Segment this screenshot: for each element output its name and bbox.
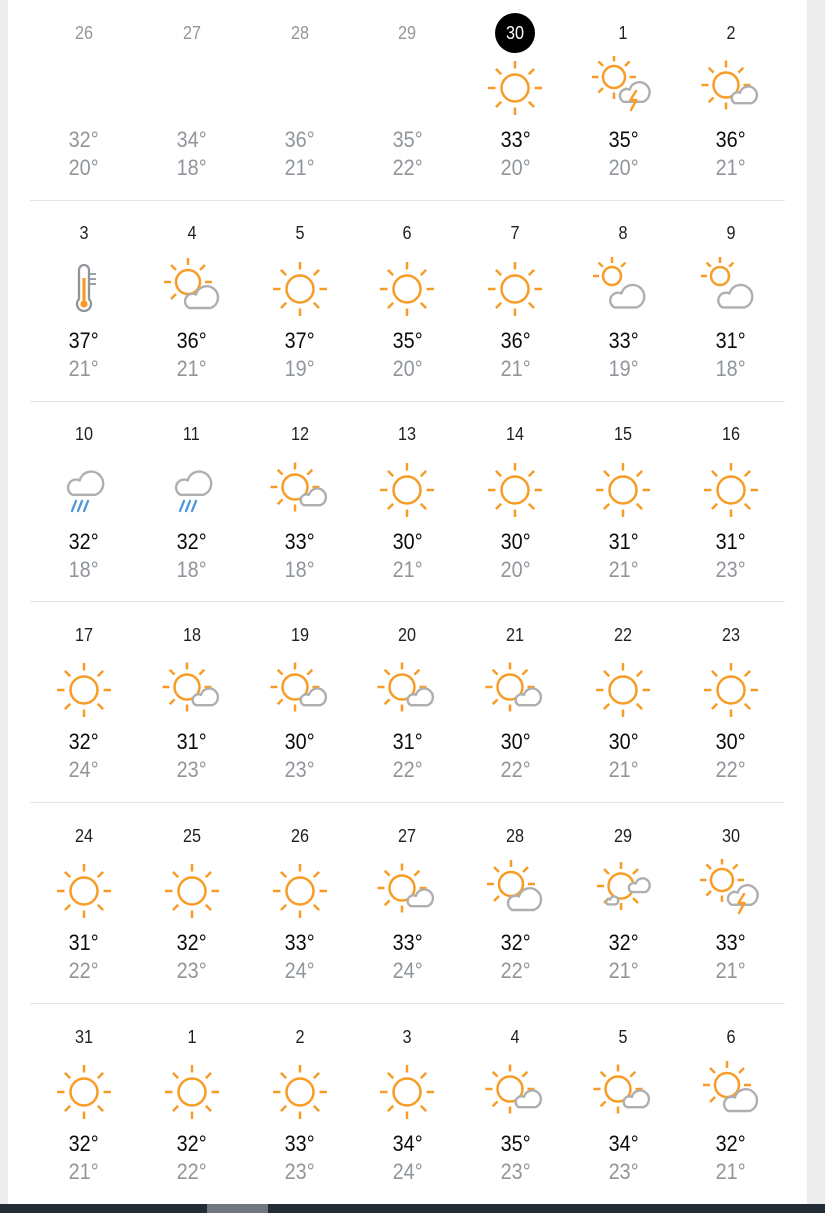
partly-sunny-icon bbox=[699, 1060, 763, 1124]
low-temp: 22° bbox=[68, 958, 99, 984]
calendar-week-row bbox=[30, 601, 785, 802]
high-temp: 33° bbox=[500, 127, 531, 152]
high-temp: 31° bbox=[716, 327, 747, 353]
calendar-day-cell[interactable] bbox=[138, 402, 246, 602]
calendar-day-cell[interactable] bbox=[569, 402, 677, 602]
low-temp: 24° bbox=[392, 1159, 423, 1185]
calendar-day-cell[interactable] bbox=[569, 0, 677, 200]
calendar-day-cell[interactable] bbox=[138, 1004, 246, 1204]
sunny-icon bbox=[483, 56, 547, 120]
high-temp: 34° bbox=[608, 1131, 639, 1157]
day-number: 24 bbox=[74, 825, 93, 846]
day-number: 1 bbox=[187, 1026, 197, 1047]
calendar-week-row bbox=[30, 200, 785, 401]
calendar-day-cell[interactable] bbox=[138, 602, 246, 802]
high-temp: 35° bbox=[392, 127, 423, 152]
mostly-sunny-icon bbox=[160, 658, 224, 722]
calendar-week-row bbox=[30, 0, 785, 200]
sunny-icon bbox=[375, 458, 439, 522]
low-temp: 18° bbox=[68, 556, 99, 582]
day-number: 7 bbox=[510, 223, 520, 244]
calendar-day-cell[interactable] bbox=[354, 201, 462, 401]
low-temp: 23° bbox=[176, 958, 207, 984]
high-temp: 33° bbox=[284, 930, 315, 956]
day-number: 27 bbox=[182, 22, 201, 43]
high-temp: 31° bbox=[68, 930, 99, 956]
day-number: 8 bbox=[618, 223, 628, 244]
day-number: 29 bbox=[614, 825, 633, 846]
day-number: 18 bbox=[182, 624, 201, 645]
day-number: 4 bbox=[187, 223, 197, 244]
low-temp: 24° bbox=[392, 958, 423, 984]
calendar-day-cell[interactable] bbox=[246, 402, 354, 602]
day-number: 27 bbox=[398, 825, 417, 846]
mostly-sunny-icon bbox=[268, 658, 332, 722]
low-temp: 23° bbox=[284, 757, 315, 783]
day-number: 4 bbox=[510, 1026, 520, 1047]
high-temp: 34° bbox=[392, 1131, 423, 1157]
sunny-icon bbox=[699, 458, 763, 522]
sunny-icon bbox=[483, 257, 547, 321]
high-temp: 34° bbox=[176, 127, 207, 152]
high-temp: 30° bbox=[392, 528, 423, 554]
day-number: 14 bbox=[506, 424, 525, 445]
calendar-day-cell[interactable] bbox=[677, 201, 785, 401]
high-temp: 33° bbox=[284, 528, 315, 554]
day-number: 9 bbox=[726, 223, 736, 244]
sunny-icon bbox=[375, 257, 439, 321]
calendar-day-cell[interactable] bbox=[30, 803, 138, 1003]
calendar-day-cell[interactable] bbox=[569, 201, 677, 401]
high-temp: 32° bbox=[68, 127, 99, 152]
calendar-day-cell[interactable] bbox=[138, 803, 246, 1003]
calendar-day-cell[interactable] bbox=[461, 0, 569, 200]
low-temp: 23° bbox=[176, 757, 207, 783]
day-number: 29 bbox=[398, 22, 417, 43]
sunny-icon bbox=[591, 458, 655, 522]
day-number: 2 bbox=[295, 1026, 305, 1047]
low-temp: 22° bbox=[500, 958, 531, 984]
sunny-icon bbox=[52, 859, 116, 923]
high-temp: 32° bbox=[68, 729, 99, 755]
day-number: 17 bbox=[74, 624, 93, 645]
sunny-icon bbox=[268, 257, 332, 321]
high-temp: 32° bbox=[68, 528, 99, 554]
high-temp: 30° bbox=[500, 729, 531, 755]
calendar-day-cell[interactable] bbox=[30, 402, 138, 602]
mostly-sunny-icon bbox=[375, 859, 439, 923]
calendar-day-cell[interactable] bbox=[461, 201, 569, 401]
low-temp: 18° bbox=[176, 556, 207, 582]
calendar-day-cell[interactable] bbox=[677, 0, 785, 200]
day-number: 2 bbox=[726, 22, 736, 43]
day-number: 15 bbox=[614, 424, 633, 445]
low-temp: 21° bbox=[608, 556, 639, 582]
low-temp: 21° bbox=[500, 355, 531, 381]
high-temp: 31° bbox=[716, 528, 747, 554]
low-temp: 23° bbox=[608, 1159, 639, 1185]
high-temp: 36° bbox=[500, 327, 531, 353]
horizontal-scrollbar[interactable] bbox=[0, 1204, 825, 1213]
sunny-icon bbox=[591, 658, 655, 722]
calendar-day-cell[interactable] bbox=[461, 602, 569, 802]
low-temp: 19° bbox=[608, 355, 639, 381]
high-temp: 32° bbox=[176, 528, 207, 554]
calendar-day-cell[interactable] bbox=[246, 201, 354, 401]
day-number: 3 bbox=[402, 1026, 412, 1047]
mostly-sunny-icon bbox=[699, 56, 763, 120]
low-temp: 23° bbox=[284, 1159, 315, 1185]
high-temp: 36° bbox=[284, 127, 315, 152]
day-number: 28 bbox=[506, 825, 525, 846]
partly-sunny-icon bbox=[483, 859, 547, 923]
day-number: 30 bbox=[495, 13, 535, 53]
day-number: 10 bbox=[74, 424, 93, 445]
sunny-icon bbox=[160, 1060, 224, 1124]
low-temp: 22° bbox=[392, 155, 423, 180]
high-temp: 37° bbox=[68, 327, 99, 353]
calendar-day-cell[interactable] bbox=[30, 0, 138, 200]
calendar-day-cell[interactable] bbox=[354, 803, 462, 1003]
high-temp: 30° bbox=[284, 729, 315, 755]
calendar-week-row bbox=[30, 802, 785, 1003]
mostly-sunny-icon bbox=[268, 458, 332, 522]
low-temp: 20° bbox=[500, 155, 531, 180]
low-temp: 20° bbox=[392, 355, 423, 381]
low-temp: 21° bbox=[716, 1159, 747, 1185]
low-temp: 20° bbox=[68, 155, 99, 180]
calendar-week-row bbox=[30, 1003, 785, 1204]
high-temp: 33° bbox=[608, 327, 639, 353]
day-number: 31 bbox=[74, 1026, 93, 1047]
mostly-sunny-icon bbox=[375, 658, 439, 722]
none-icon bbox=[52, 56, 116, 120]
low-temp: 21° bbox=[176, 355, 207, 381]
high-temp: 31° bbox=[392, 729, 423, 755]
day-number: 26 bbox=[290, 825, 309, 846]
low-temp: 24° bbox=[68, 757, 99, 783]
sunny-icon bbox=[699, 658, 763, 722]
day-number: 30 bbox=[722, 825, 741, 846]
calendar-day-cell[interactable] bbox=[569, 803, 677, 1003]
high-temp: 32° bbox=[176, 1131, 207, 1157]
low-temp: 18° bbox=[284, 556, 315, 582]
calendar-day-cell[interactable] bbox=[677, 602, 785, 802]
day-number: 3 bbox=[79, 223, 89, 244]
day-number: 1 bbox=[618, 22, 628, 43]
day-number: 28 bbox=[290, 22, 309, 43]
high-temp: 30° bbox=[500, 528, 531, 554]
calendar-day-cell[interactable] bbox=[677, 402, 785, 602]
low-temp: 21° bbox=[284, 155, 315, 180]
calendar-day-cell[interactable] bbox=[461, 803, 569, 1003]
day-number: 23 bbox=[722, 624, 741, 645]
day-number: 5 bbox=[618, 1026, 628, 1047]
sunny-icon bbox=[268, 859, 332, 923]
day-number: 21 bbox=[506, 624, 525, 645]
high-temp: 30° bbox=[608, 729, 639, 755]
sunny-icon bbox=[483, 458, 547, 522]
calendar-day-cell[interactable] bbox=[246, 1004, 354, 1204]
calendar-day-cell[interactable] bbox=[30, 201, 138, 401]
partly-sunny-icon bbox=[160, 257, 224, 321]
calendar-day-cell[interactable] bbox=[461, 1004, 569, 1204]
hot-icon bbox=[52, 257, 116, 321]
calendar-day-cell[interactable] bbox=[246, 0, 354, 200]
mostly-cloudy-icon bbox=[591, 257, 655, 321]
none-icon bbox=[375, 56, 439, 120]
low-temp: 21° bbox=[68, 1159, 99, 1185]
calendar-day-cell[interactable] bbox=[30, 602, 138, 802]
high-temp: 32° bbox=[176, 930, 207, 956]
low-temp: 21° bbox=[608, 958, 639, 984]
month-grid bbox=[8, 0, 807, 1204]
calendar-day-cell[interactable] bbox=[246, 602, 354, 802]
day-number: 19 bbox=[290, 624, 309, 645]
low-temp: 21° bbox=[68, 355, 99, 381]
high-temp: 32° bbox=[716, 1131, 747, 1157]
calendar-day-cell[interactable] bbox=[677, 1004, 785, 1204]
high-temp: 32° bbox=[500, 930, 531, 956]
low-temp: 21° bbox=[392, 556, 423, 582]
low-temp: 21° bbox=[716, 155, 747, 180]
high-temp: 35° bbox=[392, 327, 423, 353]
low-temp: 20° bbox=[608, 155, 639, 180]
sunny-icon bbox=[268, 1060, 332, 1124]
sunny-icon bbox=[160, 859, 224, 923]
high-temp: 36° bbox=[176, 327, 207, 353]
calendar-day-cell[interactable] bbox=[569, 1004, 677, 1204]
low-temp: 18° bbox=[716, 355, 747, 381]
low-temp: 18° bbox=[176, 155, 207, 180]
mostly-cloudy-icon bbox=[699, 257, 763, 321]
day-number: 5 bbox=[295, 223, 305, 244]
low-temp: 24° bbox=[284, 958, 315, 984]
day-number: 6 bbox=[726, 1026, 736, 1047]
low-temp: 22° bbox=[500, 757, 531, 783]
day-number: 20 bbox=[398, 624, 417, 645]
high-temp: 31° bbox=[608, 528, 639, 554]
low-temp: 22° bbox=[392, 757, 423, 783]
calendar-day-cell[interactable] bbox=[354, 1004, 462, 1204]
day-number: 22 bbox=[614, 624, 633, 645]
low-temp: 19° bbox=[284, 355, 315, 381]
day-number: 11 bbox=[183, 424, 201, 445]
high-temp: 37° bbox=[284, 327, 315, 353]
calendar-day-cell[interactable] bbox=[569, 602, 677, 802]
day-number: 13 bbox=[398, 424, 417, 445]
month-calendar-panel bbox=[8, 0, 807, 1204]
calendar-day-cell[interactable] bbox=[677, 803, 785, 1003]
low-temp: 23° bbox=[716, 556, 747, 582]
low-temp: 23° bbox=[500, 1159, 531, 1185]
high-temp: 32° bbox=[608, 930, 639, 956]
high-temp: 35° bbox=[500, 1131, 531, 1157]
calendar-day-cell[interactable] bbox=[138, 201, 246, 401]
thunderstorm-icon bbox=[591, 56, 655, 120]
calendar-day-cell[interactable] bbox=[30, 1004, 138, 1204]
mostly-sunny-icon bbox=[483, 1060, 547, 1124]
high-temp: 33° bbox=[716, 930, 747, 956]
day-number: 16 bbox=[722, 424, 741, 445]
none-icon bbox=[160, 56, 224, 120]
low-temp: 22° bbox=[716, 757, 747, 783]
scrollbar-thumb[interactable] bbox=[207, 1204, 268, 1213]
high-temp: 30° bbox=[716, 729, 747, 755]
rain-icon bbox=[52, 458, 116, 522]
rain-icon bbox=[160, 458, 224, 522]
day-number: 26 bbox=[74, 22, 93, 43]
low-temp: 20° bbox=[500, 556, 531, 582]
sun-scattered-clouds-icon bbox=[591, 859, 655, 923]
day-number: 12 bbox=[290, 424, 309, 445]
sunny-icon bbox=[52, 658, 116, 722]
calendar-week-row bbox=[30, 401, 785, 602]
high-temp: 35° bbox=[608, 127, 639, 152]
sunny-icon bbox=[375, 1060, 439, 1124]
high-temp: 36° bbox=[716, 127, 747, 152]
day-number: 6 bbox=[402, 223, 412, 244]
sunny-icon bbox=[52, 1060, 116, 1124]
high-temp: 33° bbox=[392, 930, 423, 956]
mostly-sunny-icon bbox=[591, 1060, 655, 1124]
calendar-day-cell[interactable] bbox=[354, 0, 462, 200]
low-temp: 21° bbox=[608, 757, 639, 783]
low-temp: 21° bbox=[716, 958, 747, 984]
high-temp: 32° bbox=[68, 1131, 99, 1157]
day-number: 25 bbox=[182, 825, 201, 846]
low-temp: 22° bbox=[176, 1159, 207, 1185]
calendar-day-cell[interactable] bbox=[138, 0, 246, 200]
calendar-day-cell[interactable] bbox=[354, 602, 462, 802]
calendar-day-cell[interactable] bbox=[461, 402, 569, 602]
calendar-day-cell[interactable] bbox=[354, 402, 462, 602]
thunderstorm-icon bbox=[699, 859, 763, 923]
none-icon bbox=[268, 56, 332, 120]
calendar-day-cell[interactable] bbox=[246, 803, 354, 1003]
high-temp: 31° bbox=[176, 729, 207, 755]
mostly-sunny-icon bbox=[483, 658, 547, 722]
high-temp: 33° bbox=[284, 1131, 315, 1157]
